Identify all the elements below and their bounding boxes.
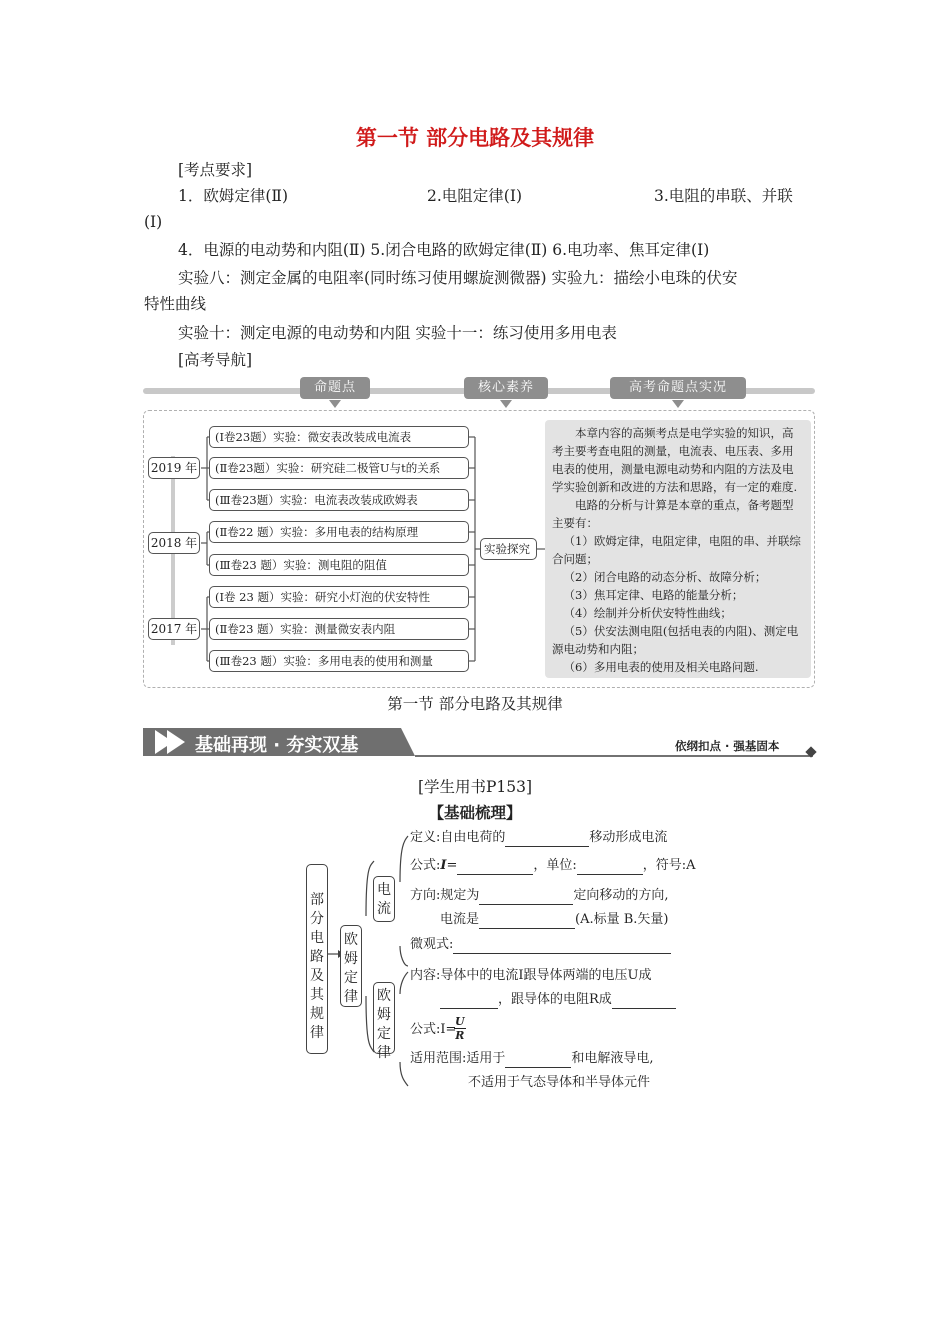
- req-2: 2.电阻定律(Ⅰ): [427, 187, 523, 205]
- req-1: 1．欧姆定律(Ⅱ): [178, 187, 288, 205]
- frac-numerator: U: [455, 1015, 465, 1028]
- tab-shikuang: 高考命题点实况: [610, 377, 746, 399]
- ohm-formula-label: 公式:I=: [410, 1022, 457, 1037]
- req-3-level: (Ⅰ): [144, 213, 163, 231]
- range1-tail: 和电解液导电,: [571, 1051, 654, 1066]
- ohm-range-1: [410, 1050, 654, 1068]
- page-title: 第一节 部分电路及其规律: [355, 125, 595, 150]
- nav-item: (Ⅲ卷23 题）实验：测电阻的阻值: [209, 554, 469, 576]
- panel-p2: 电路的分析与计算是本章的重点，备考题型主要有：: [552, 498, 794, 530]
- panel-p7: （5）伏安法测电阻(包括电表的内阻)、测定电源电动势和内阻；: [552, 624, 799, 656]
- blank: [577, 860, 643, 875]
- mindmap-ohm-law: [340, 925, 362, 1007]
- panel-p4: （2）闭合电路的动态分析、故障分析；: [563, 570, 767, 584]
- mindmap-ohm-text: 欧姆定律: [377, 988, 391, 1061]
- dir1-label: 方向:规定为: [410, 888, 480, 903]
- arrow-down-icon: [500, 400, 512, 408]
- dir2-label: 电流是: [440, 912, 480, 927]
- frac-denominator: R: [455, 1029, 465, 1042]
- ohm-content-1: 内容:导体中的电流I跟导体两端的电压U成: [410, 968, 652, 983]
- tab-hexin: 核心素养: [464, 377, 548, 399]
- panel-p8: （6）多用电表的使用及相关电路问题.: [563, 660, 759, 674]
- mindmap-root: [306, 864, 328, 1054]
- range1-label: 适用范围:适用于: [410, 1051, 506, 1066]
- ohm-range-2: 不适用于气态导体和半导体元件: [468, 1075, 651, 1090]
- content2-text: ，跟导体的电阻R成: [498, 992, 612, 1007]
- tab-mingtidian: 命题点: [300, 377, 370, 399]
- req-line3: 实验八：测定金属的电阻率(同时练习使用螺旋测微器) 实验九：描绘小电珠的伏安: [178, 269, 738, 287]
- mindmap-level1-text: 欧姆定律: [344, 932, 358, 1005]
- arrow-down-icon: [329, 400, 341, 408]
- nav-item: (Ⅰ卷23题）实验：微安表改装成电流表: [209, 426, 469, 448]
- core-skill: 实验探究: [480, 538, 537, 560]
- year-2018: 2018 年: [148, 532, 200, 554]
- arrow-down-icon: [672, 400, 684, 408]
- current-micro: [410, 936, 671, 954]
- mindmap-root-text: 部分电路及其规律: [310, 892, 324, 1041]
- unit-label: ，单位:: [533, 858, 577, 873]
- ohm-fraction: [454, 1015, 466, 1042]
- def-label: 定义:自由电荷的: [410, 830, 506, 845]
- current-type: [440, 911, 669, 929]
- req-line3b: 特性曲线: [144, 295, 207, 313]
- current-definition: [410, 829, 667, 847]
- blank: [479, 914, 575, 929]
- panel-p6: （4）绘制并分析伏安特性曲线；: [563, 606, 732, 620]
- mindmap-ohm: [373, 982, 395, 1061]
- current-direction: [410, 887, 669, 905]
- req-line2: 4．电源的电动势和内阻(Ⅱ) 5.闭合电路的欧姆定律(Ⅱ) 6.电功率、焦耳定律(Ⅰ): [178, 241, 710, 259]
- blank: [505, 1053, 571, 1068]
- blank: [479, 890, 573, 905]
- year-2019: 2019 年: [148, 457, 200, 479]
- year-2017: 2017 年: [148, 618, 200, 640]
- blank: [505, 832, 589, 847]
- panel-p3: （1）欧姆定律，电阻定律，电阻的串、并联综合问题；: [552, 534, 801, 566]
- def-tail: 移动形成电流: [589, 830, 668, 845]
- nav-item: (Ⅱ卷23题）实验：研究硅二极管U与t的关系: [209, 457, 469, 479]
- formula-eq: =: [446, 858, 458, 873]
- section-caption: 第一节 部分电路及其规律: [387, 695, 563, 713]
- mindmap-current-text: 电流: [377, 882, 391, 917]
- panel-p1: 本章内容的高频考点是电学实验的知识，高考主要考查电阻的测量，电流表、电压表、多用电表的使用，测量电源电动势和内阻的方法及电学实验创新和改进的方法和思路，有一定的难度.: [552, 426, 798, 494]
- ohm-formula: [410, 1021, 456, 1039]
- req-line4: 实验十：测定电源的电动势和内阻 实验十一：练习使用多用电表: [178, 324, 617, 342]
- banner-left: 基础再现 · 夯实双基: [195, 735, 359, 756]
- formula-I: I: [440, 858, 447, 873]
- current-formula: [410, 857, 696, 875]
- symbol-label: ，符号:A: [642, 858, 696, 873]
- nav-item: (Ⅱ卷23 题）实验：测量微安表内阻: [209, 618, 469, 640]
- panel-p5: （3）焦耳定律、电路的能量分析；: [563, 588, 744, 602]
- exam-analysis-panel: [545, 420, 811, 678]
- formula-label: 公式:: [410, 858, 441, 873]
- nav-heading: [高考导航]: [178, 351, 253, 369]
- nav-item: (Ⅰ卷 23 题）实验：研究小灯泡的伏安特性: [209, 586, 469, 608]
- nav-item: (Ⅲ卷23题）实验：电流表改装成欧姆表: [209, 489, 469, 511]
- blank: [453, 939, 671, 954]
- micro-label: 微观式:: [410, 937, 454, 952]
- nav-item: (Ⅲ卷23 题）实验：多用电表的使用和测量: [209, 650, 469, 672]
- subheading: 【基础梳理】: [428, 803, 522, 822]
- requirements-heading: [考点要求]: [178, 161, 253, 179]
- mindmap-current: [373, 876, 395, 922]
- ohm-content-2: [440, 991, 676, 1009]
- blank: [457, 860, 533, 875]
- nav-item: (Ⅱ卷22 题）实验：多用电表的结构原理: [209, 521, 469, 543]
- blank: [440, 994, 498, 1009]
- dir1-tail: 定向移动的方向,: [573, 888, 669, 903]
- req-3: 3.电阻的串联、并联: [654, 187, 793, 205]
- dir2-tail: (A.标量 B.矢量): [575, 912, 669, 927]
- blank: [612, 994, 676, 1009]
- banner-right: 依纲扣点 · 强基固本: [675, 739, 780, 753]
- book-ref: [学生用书P153]: [417, 778, 533, 796]
